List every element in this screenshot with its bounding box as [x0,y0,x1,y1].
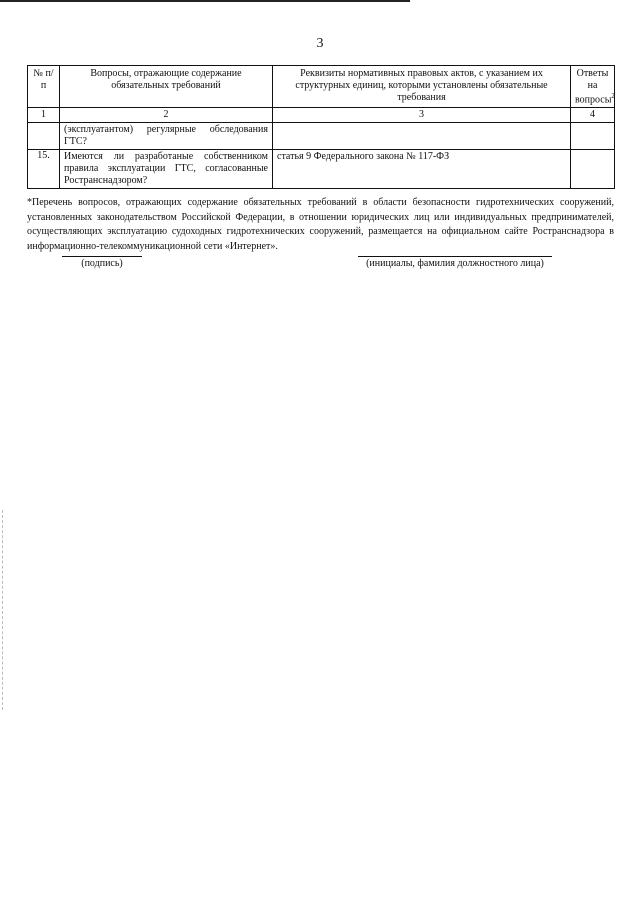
table-header-row [28,66,615,108]
column-index-row [28,108,615,123]
column-index: 2 [60,108,273,123]
question-cell: Имеются ли разработаные собственником правила эксплуатации ГТС, согласованные Ространснадзором? [60,150,273,189]
scan-margin-marks [2,510,4,710]
page-number: 3 [316,36,324,51]
table-row [28,123,615,150]
legal-reference-cell [273,123,571,150]
official-name-label: (инициалы, фамилия должностного лица) [366,258,544,269]
question-cell: (эксплуатантом) регулярные обследования ГТС? [60,123,273,150]
answer-cell[interactable] [571,150,615,189]
footnote: *Перечень вопросов, отражающих содержание обязательных требований в области безопасности гидротехнических сооружений, установленных законодательством Российской Федерации, в отношении юридических лиц или индивидуальных предпринимателей, осуществляющих эксплуатацию судоходных гидротехнических сооружений, размещается на официальном сайте Ространснадзора в информационно-телекоммуникационной сети «Интернет». [27,197,614,252]
legal-reference-cell: статья 9 Федерального закона № 117-ФЗ [273,150,571,189]
header-legal-acts: Реквизиты нормативных правовых актов, с указанием их структурных единиц, которыми установлены обязательные требования [273,66,571,108]
official-name-line[interactable] [358,256,552,257]
header-answers-text: Ответы на вопросы [575,68,612,106]
signature-line[interactable] [62,256,142,257]
column-index: 1 [28,108,60,123]
table-row [28,150,615,189]
header-questions: Вопросы, отражающие содержание обязательных требований [60,66,273,108]
row-number: 15. [28,150,60,189]
column-index: 3 [273,108,571,123]
answer-cell[interactable] [571,123,615,150]
row-number [28,123,60,150]
column-index: 4 [571,108,615,123]
header-answers [571,66,615,108]
footnote-marker: 2 [611,92,615,100]
signature-label: (подпись) [81,258,123,269]
requirements-table [27,65,615,189]
header-number: № п/п [28,66,60,108]
top-rule [0,0,410,2]
